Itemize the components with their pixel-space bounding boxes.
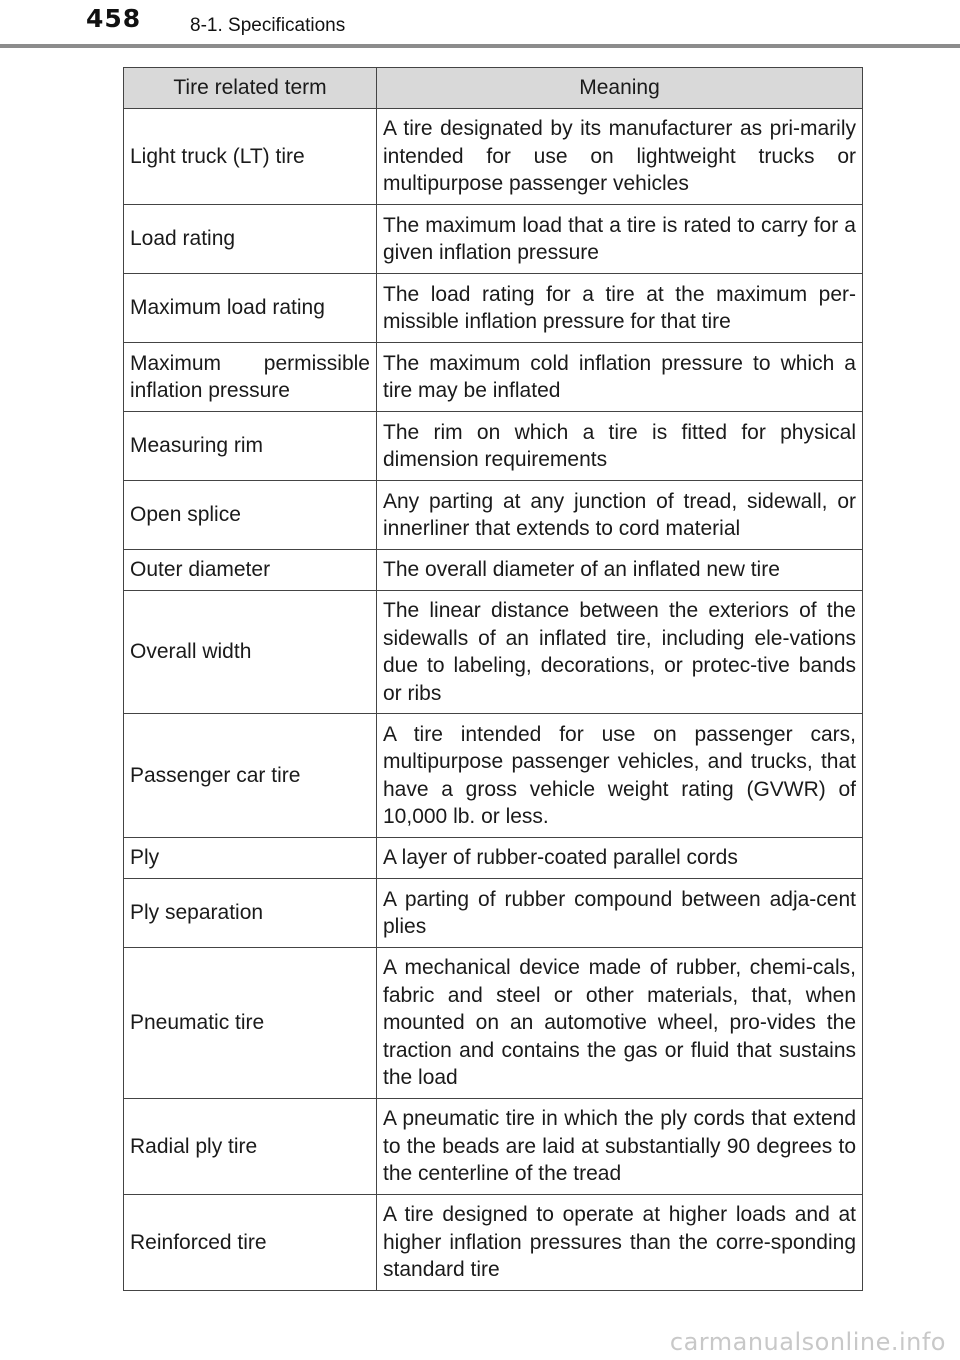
table-row — [124, 1195, 863, 1291]
table-row — [124, 1099, 863, 1195]
table-header-row — [124, 68, 863, 109]
term-cell: Measuring rim — [124, 412, 377, 481]
table-row — [124, 343, 863, 412]
term-cell: Outer diameter — [124, 550, 377, 591]
term-cell: Reinforced tire — [124, 1195, 377, 1291]
section-title: 8-1. Specifications — [190, 15, 346, 36]
column-header-meaning: Meaning — [377, 68, 863, 109]
table-row — [124, 879, 863, 948]
table-row — [124, 550, 863, 591]
meaning-cell: The maximum load that a tire is rated to carry for a given inflation pressure — [377, 205, 863, 274]
meaning-cell: A tire designed to operate at higher loads and at higher inflation pressures than the corre-sponding standard tire — [377, 1195, 863, 1291]
meaning-cell: A tire designated by its manufacturer as pri-marily intended for use on lightweight trucks or multipurpose passenger vehicles — [377, 109, 863, 205]
meaning-cell: A parting of rubber compound between adja-cent plies — [377, 879, 863, 948]
meaning-cell: A tire intended for use on passenger cars, multipurpose passenger vehicles, and trucks, that have a gross vehicle weight rating (GVWR) of 10,000 lb. or less. — [377, 714, 863, 838]
term-cell: Maximum load rating — [124, 274, 377, 343]
term-cell: Ply separation — [124, 879, 377, 948]
meaning-cell: Any parting at any junction of tread, sidewall, or innerliner that extends to cord material — [377, 481, 863, 550]
term-cell: Pneumatic tire — [124, 948, 377, 1099]
table-row — [124, 591, 863, 714]
term-cell: Overall width — [124, 591, 377, 714]
page-number: 458 — [86, 4, 142, 33]
meaning-cell: A layer of rubber-coated parallel cords — [377, 838, 863, 879]
column-header-term: Tire related term — [124, 68, 377, 109]
term-cell: Passenger car tire — [124, 714, 377, 838]
header-divider — [0, 44, 960, 48]
table-row — [124, 948, 863, 1099]
term-cell: Maximum permissible inflation pressure — [124, 343, 377, 412]
watermark: carmanualsonline.info — [669, 1328, 946, 1356]
meaning-cell: The overall diameter of an inflated new tire — [377, 550, 863, 591]
table-row — [124, 274, 863, 343]
meaning-cell: The rim on which a tire is fitted for physical dimension requirements — [377, 412, 863, 481]
page-header — [0, 0, 960, 52]
term-cell: Load rating — [124, 205, 377, 274]
table-row — [124, 205, 863, 274]
table-row — [124, 838, 863, 879]
term-cell: Open splice — [124, 481, 377, 550]
meaning-cell: A mechanical device made of rubber, chemi-cals, fabric and steel or other materials, that, when mounted on an automotive wheel, pro-vides the traction and contains the gas or fluid that sustains the load — [377, 948, 863, 1099]
term-cell: Light truck (LT) tire — [124, 109, 377, 205]
term-cell: Radial ply tire — [124, 1099, 377, 1195]
table-row — [124, 412, 863, 481]
meaning-cell: The linear distance between the exteriors of the sidewalls of an inflated tire, including ele-vations due to labeling, decorations, or protec-tive bands or ribs — [377, 591, 863, 714]
table-row — [124, 109, 863, 205]
term-cell: Ply — [124, 838, 377, 879]
table-row — [124, 714, 863, 838]
meaning-cell: The maximum cold inflation pressure to which a tire may be inflated — [377, 343, 863, 412]
tire-terms-table — [123, 67, 863, 1291]
meaning-cell: A pneumatic tire in which the ply cords that extend to the beads are laid at substantially 90 degrees to the centerline of the tread — [377, 1099, 863, 1195]
table-row — [124, 481, 863, 550]
meaning-cell: The load rating for a tire at the maximum per-missible inflation pressure for that tire — [377, 274, 863, 343]
